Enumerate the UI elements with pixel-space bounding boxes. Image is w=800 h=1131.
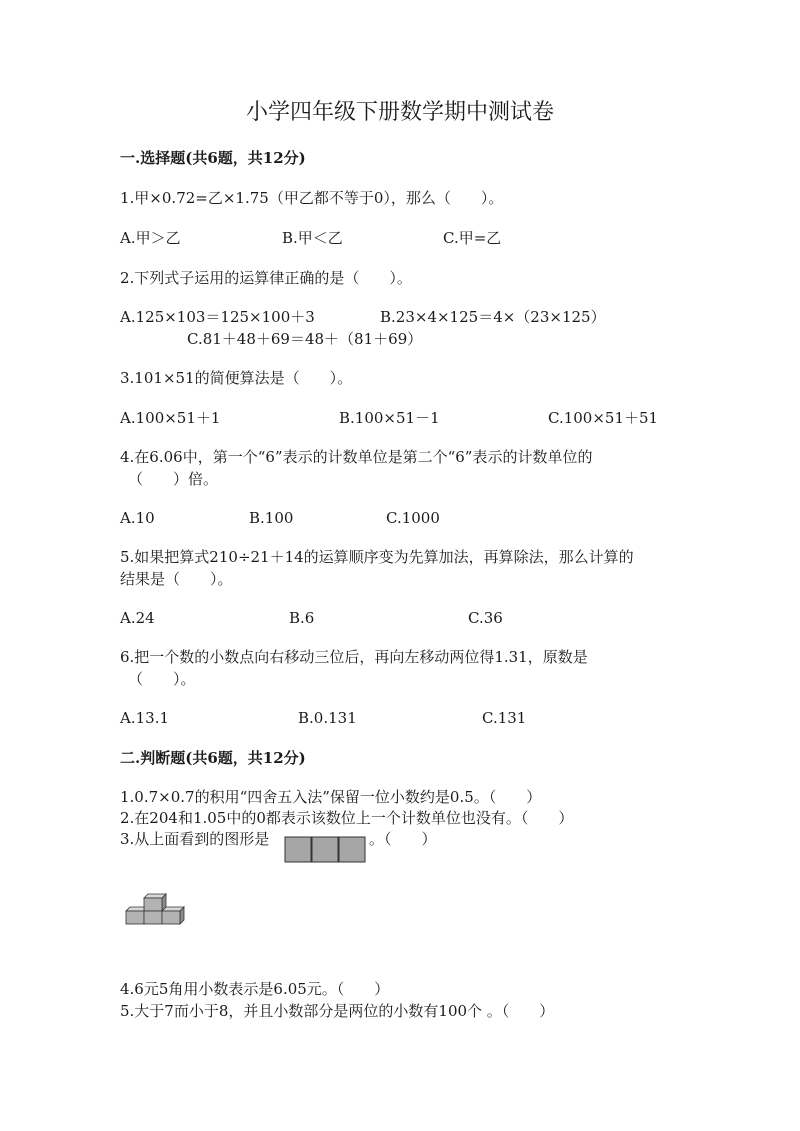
question-5-stem-line-1: 5.如果把算式210÷21＋14的运算顺序变为先算加法，再算除法，那么计算的 [120, 548, 634, 566]
question-1-option-b: B.甲＜乙 [282, 229, 343, 247]
question-4-option-a: A.10 [120, 509, 155, 527]
question-1-option-c: C.甲=乙 [443, 229, 502, 247]
question-1-option-a: A.甲＞乙 [120, 229, 181, 247]
cube-front-face [126, 911, 144, 924]
question-5-stem-line-2: 结果是（ ）。 [120, 570, 233, 588]
question-2-option-a: A.125×103＝125×100＋3 [120, 308, 315, 326]
question-5-option-a: A.24 [120, 609, 155, 627]
question-5-option-b: B.6 [289, 609, 315, 627]
question-2-stem: 2.下列式子运用的运算律正确的是（ ）。 [120, 269, 412, 287]
cube-top-face [126, 907, 144, 911]
judgement-item-3: 3.从上面看到的图形是 [120, 830, 270, 848]
question-3-stem: 3.101×51的简便算法是（ ）。 [120, 369, 353, 387]
top-view-square [285, 837, 311, 862]
section-heading-choice: 一.选择题(共6题，共12分) [120, 149, 306, 167]
judgement-item-3-tail: 。（ ） [369, 830, 437, 848]
question-4-stem-line-2: （ ）倍。 [128, 470, 219, 488]
question-4-option-c: C.1000 [386, 509, 440, 527]
judgement-item-4: 4.6元5角用小数表示是6.05元。（ ） [120, 980, 390, 998]
judgement-item-1: 1.0.7×0.7的积用“四舍五入法”保留一位小数约是0.5。（ ） [120, 788, 542, 806]
question-6-stem-line-1: 6.把一个数的小数点向右移动三位后，再向左移动两位得1.31，原数是 [120, 648, 588, 666]
question-4-option-b: B.100 [249, 509, 294, 527]
question-6-stem-line-2: （ ）。 [128, 670, 196, 688]
question-6-option-a: A.13.1 [120, 709, 169, 727]
cube-stack-figure [124, 892, 188, 930]
question-3-option-c: C.100×51＋51 [548, 409, 659, 427]
judgement-item-5: 5.大于7而小于8，并且小数部分是两位的小数有100个 。（ ） [120, 1002, 555, 1020]
question-6-option-b: B.0.131 [298, 709, 357, 727]
cube-front-face [144, 898, 162, 911]
question-2-option-c: C.81＋48＋69＝48＋（81＋69） [187, 330, 423, 348]
question-3-option-a: A.100×51＋1 [120, 409, 221, 427]
page-title: 小学四年级下册数学期中测试卷 [245, 100, 554, 125]
section-heading-judgement: 二.判断题(共6题，共12分) [120, 749, 306, 767]
question-4-stem-line-1: 4.在6.06中，第一个“6”表示的计数单位是第二个“6”表示的计数单位的 [120, 448, 593, 466]
top-view-square [312, 837, 338, 862]
top-view-figure [284, 836, 368, 864]
cube-front-face [144, 911, 162, 924]
question-5-option-c: C.36 [468, 609, 503, 627]
question-3-option-b: B.100×51－1 [339, 409, 440, 427]
question-2-option-b: B.23×4×125＝4×（23×125） [380, 308, 606, 326]
top-view-square [339, 837, 365, 862]
question-1-stem: 1.甲×0.72=乙×1.75（甲乙都不等于0），那么（ ）。 [120, 189, 504, 207]
question-6-option-c: C.131 [482, 709, 527, 727]
cube-front-face [162, 911, 180, 924]
judgement-item-2: 2.在204和1.05中的0都表示该数位上一个计数单位也没有。（ ） [120, 809, 574, 827]
